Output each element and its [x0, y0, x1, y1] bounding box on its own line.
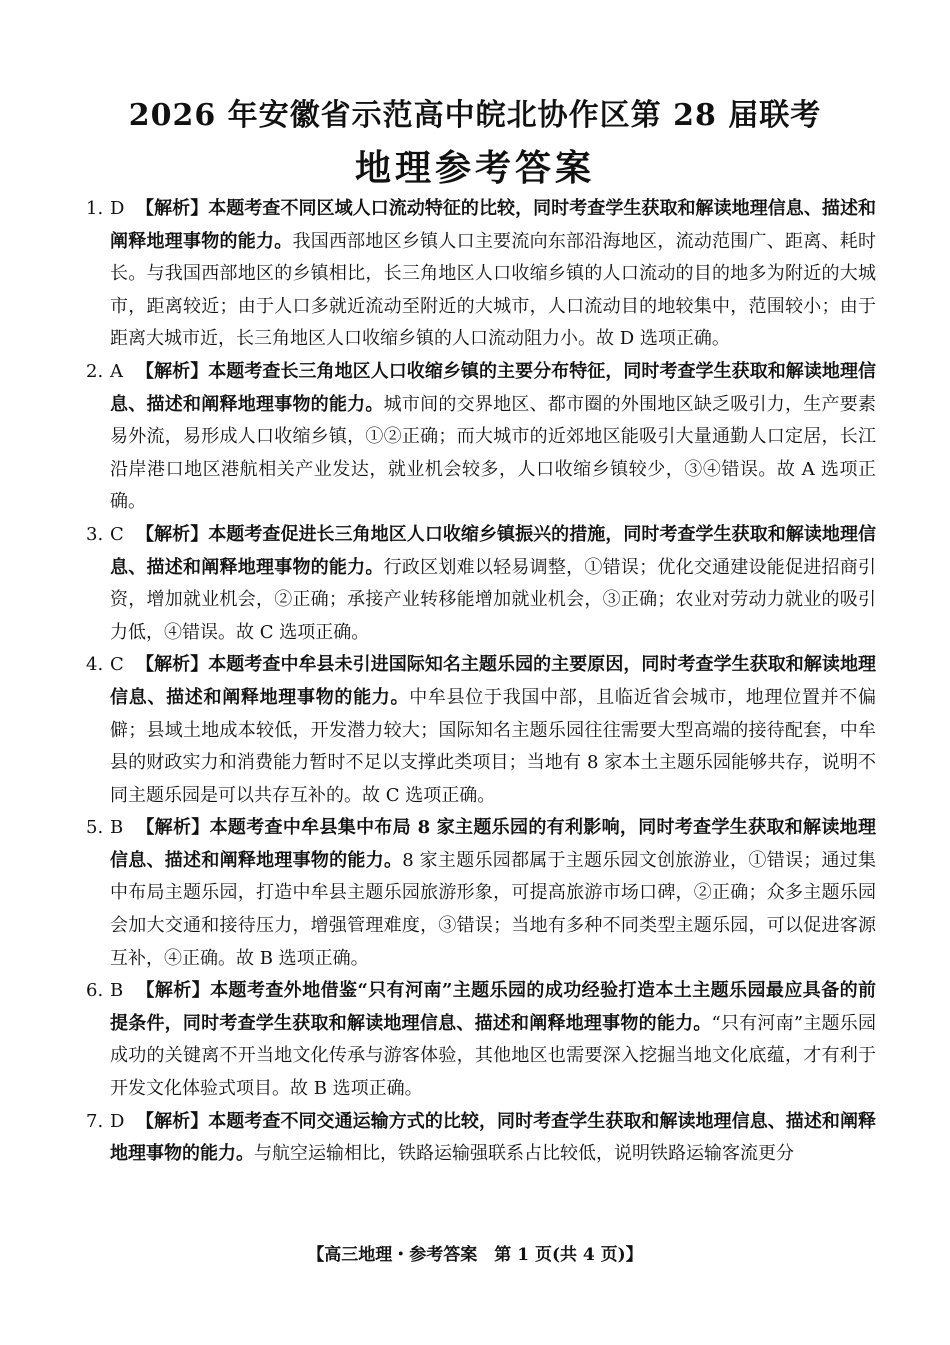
answer-option: B [110, 817, 124, 839]
answer-option: D [110, 1110, 125, 1132]
answer-item-5 [86, 812, 876, 975]
answer-analysis-text: 我国西部地区乡镇人口主要流向东部沿海地区，流动范围广、距离、耗时长。与我国西部地区的乡镇相比，长三角地区人口收缩乡镇的人口流动的目的地多为附近的大城市，距离较近；由于人口多就近流动至附近的大城市，人口流动目的地较集中，范围较小；由于距离大城市近，长三角地区人口收缩乡镇的人口流动阻力小。故 D 选项正确。 [110, 230, 877, 350]
answer-number: 2. [86, 360, 104, 382]
answer-option: C [110, 523, 124, 545]
answer-analysis-text: 与航空运输相比，铁路运输强联系占比较低，说明铁路运输客流更分 [254, 1143, 794, 1165]
answer-analysis-heading: 【解析】本题考查不同交通运输方式的比较，同时考查学生获取和解读地理信息、描述和阐释地理事物的能力。 [110, 1110, 876, 1165]
page-subtitle: 地理参考答案 [354, 147, 595, 189]
answer-analysis-heading: 【解析】本题考查促进长三角地区人口收缩乡镇振兴的措施，同时考查学生获取和解读地理信息、描述和阐释地理事物的能力。 [110, 523, 876, 578]
answer-item-1 [86, 193, 876, 356]
answer-option: C [110, 654, 124, 676]
answer-item-3 [86, 519, 876, 649]
answer-analysis-heading: 【解析】本题考查长三角地区人口收缩乡镇的主要分布特征，同时考查学生获取和解读地理信息、描述和阐释地理事物的能力。 [110, 360, 876, 415]
answer-number: 3. [86, 523, 104, 545]
answer-item-2 [86, 356, 876, 519]
answer-item-6 [86, 975, 876, 1105]
answer-analysis-heading: 【解析】本题考查不同区域人口流动特征的比较，同时考查学生获取和解读地理信息、描述和阐释地理事物的能力。 [110, 198, 876, 252]
answer-option: D [110, 198, 125, 219]
answer-number: 7. [86, 1110, 104, 1132]
answer-number: 6. [86, 980, 104, 1002]
page-title: 2026 年安徽省示范高中皖北协作区第 28 届联考 [128, 98, 822, 133]
answer-number: 4. [86, 654, 104, 676]
page-footer: 【高三地理・参考答案 第 1 页(共 4 页)】 [307, 1245, 643, 1265]
answer-option: A [110, 360, 123, 382]
answer-analysis-heading: 【解析】本题考查中牟县未引进国际知名主题乐园的主要原因，同时考查学生获取和解读地理信息、描述和阐释地理事物的能力。 [110, 654, 876, 708]
answer-item-7 [86, 1106, 876, 1171]
answer-analysis-heading: 【解析】本题考查外地借鉴“只有河南”主题乐园的成功经验打造本土主题乐园最应具备的前提条件，同时考查学生获取和解读地理信息、描述和阐释地理事物的能力。 [110, 980, 876, 1034]
answer-number: 5. [86, 817, 104, 839]
answer-analysis-text: 中牟县位于我国中部，且临近省会城市，地理位置并不偏僻；县域土地成本较低，开发潜力较大；国际知名主题乐园往往需要大型高端的接待配套，中牟县的财政实力和消费能力暂时不足以支撑此类项目；当地有 8 家本土主题乐园能够共存，说明不同主题乐园是可以共存互补的。故 C 选项正确。 [110, 686, 877, 806]
answer-number: 1. [86, 198, 104, 219]
answer-analysis-text: 城市间的交界地区、都市圈的外围地区缺乏吸引力，生产要素易外流，易形成人口收缩乡镇，①②正确；而大城市的近郊地区能吸引大量通勤人口定居，长江沿岸港口地区港航相关产业发达，就业机会较多，人口收缩乡镇较少，③④错误。故 A 选项正确。 [110, 393, 877, 513]
answer-option: B [110, 980, 124, 1002]
answer-list [86, 193, 876, 1171]
answer-analysis-text: “只有河南”主题乐园成功的关键离不开当地文化传承与游客体验，其他地区也需要深入挖掘当地文化底蕴，才有利于开发文化体验式项目。故 B 选项正确。 [110, 1012, 877, 1100]
answer-analysis-text: 8 家主题乐园都属于主题乐园文创旅游业，①错误；通过集中布局主题乐园，打造中牟县主题乐园旅游形象，可提高旅游市场口碑，②正确；众多主题乐园会加大交通和接待压力，增强管理难度，③错误；当地有多种不同类型主题乐园，可以促进客源互补，④正确。故 B 选项正确。 [110, 849, 877, 969]
answer-analysis-text: 行政区划难以轻易调整，①错误；优化交通建设能促进招商引资，增加就业机会，②正确；承接产业转移能增加就业机会，③正确；农业对劳动力就业的吸引力低，④错误。故 C 选项正确。 [110, 556, 877, 643]
answer-analysis-heading: 【解析】本题考查中牟县集中布局 8 家主题乐园的有利影响，同时考查学生获取和解读地理信息、描述和阐释地理事物的能力。 [110, 817, 876, 871]
answer-item-4 [86, 649, 876, 812]
